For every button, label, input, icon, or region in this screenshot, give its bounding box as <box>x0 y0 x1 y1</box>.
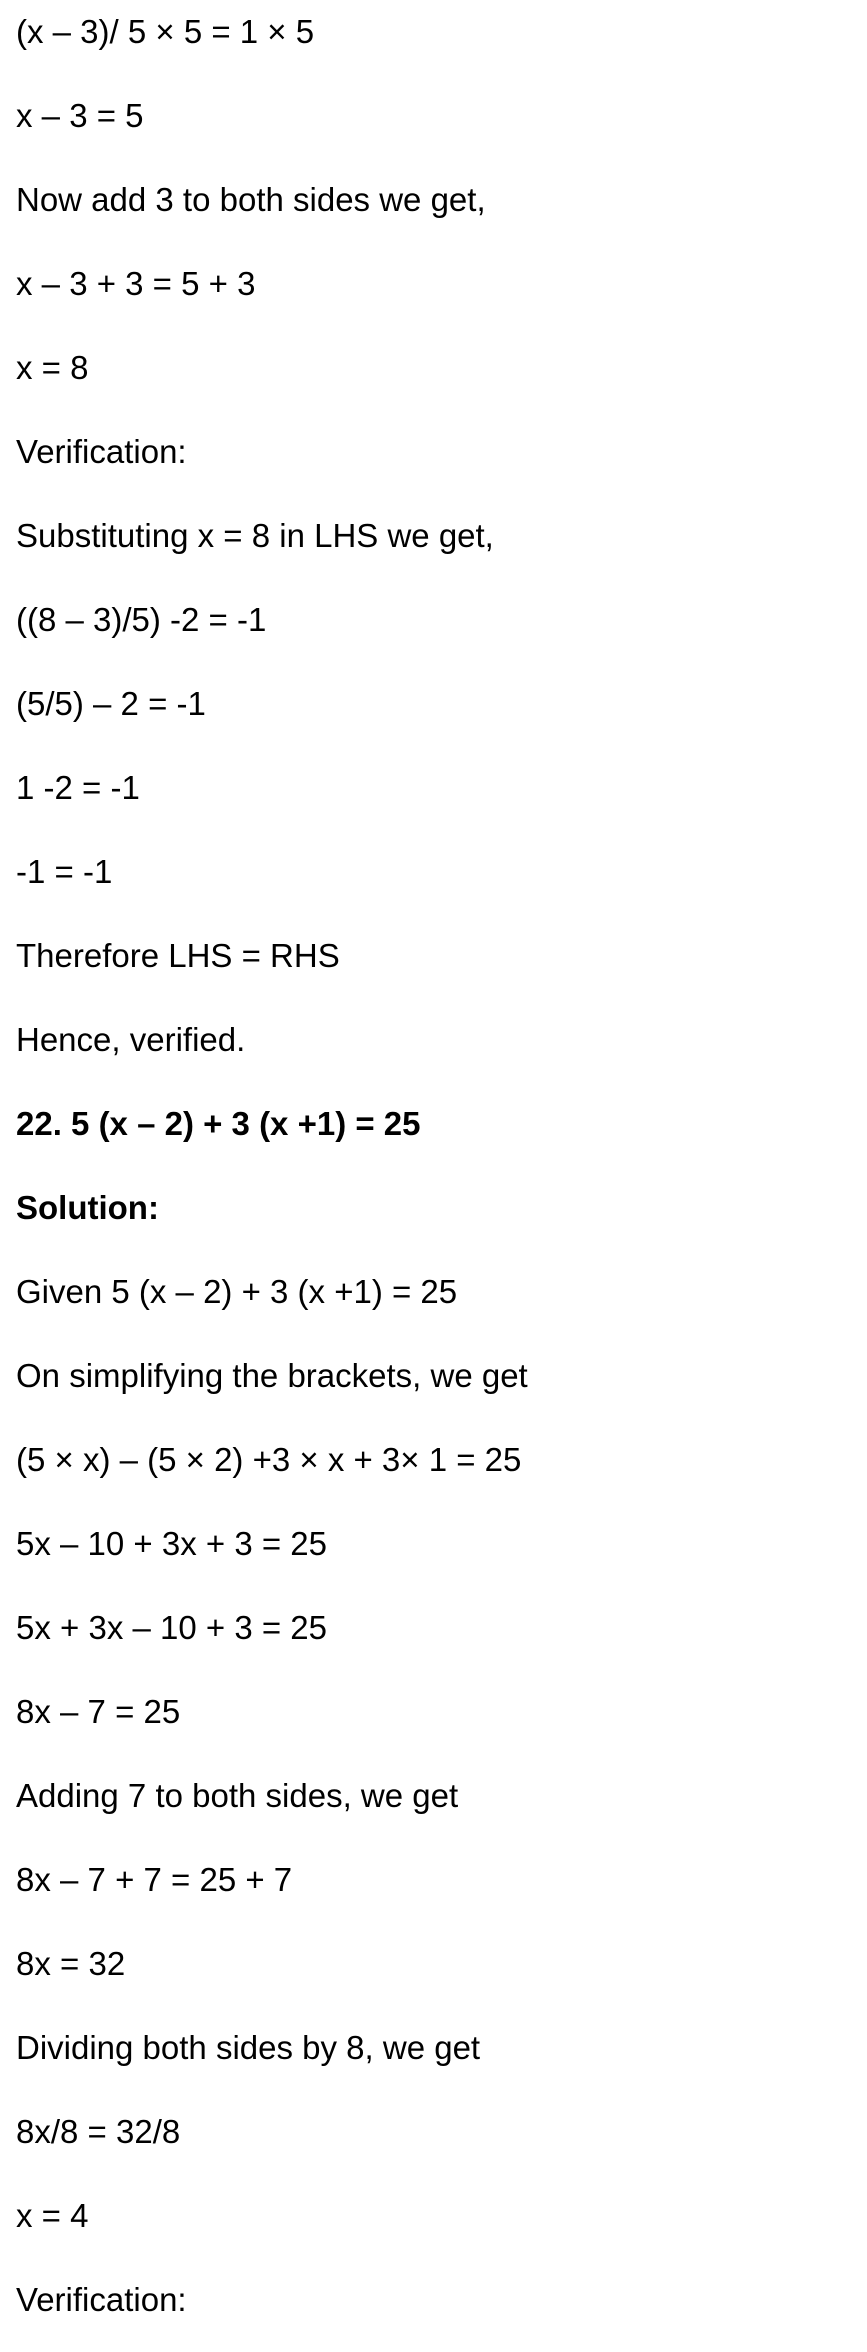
explanation-line: Adding 7 to both sides, we get <box>16 1777 459 1814</box>
equation-line: -1 = -1 <box>16 853 113 890</box>
verification-label: Verification: <box>16 433 187 470</box>
explanation-line: Substituting x = 8 in LHS we get, <box>16 517 494 554</box>
equation-line: (x – 3)/ 5 × 5 = 1 × 5 <box>16 13 315 50</box>
explanation-line: Dividing both sides by 8, we get <box>16 2029 481 2066</box>
equation-line: 5x – 10 + 3x + 3 = 25 <box>16 1525 327 1562</box>
explanation-line: On simplifying the brackets, we get <box>16 1357 528 1394</box>
equation-line: 5x + 3x – 10 + 3 = 25 <box>16 1609 327 1646</box>
equation-line: 8x/8 = 32/8 <box>16 2113 181 2150</box>
verification-label: Verification: <box>16 2281 187 2318</box>
equation-line: x – 3 + 3 = 5 + 3 <box>16 265 256 302</box>
equation-line: 8x – 7 + 7 = 25 + 7 <box>16 1861 293 1898</box>
conclusion-line: Therefore LHS = RHS <box>16 937 340 974</box>
explanation-line: Given 5 (x – 2) + 3 (x +1) = 25 <box>16 1273 458 1310</box>
conclusion-line: Hence, verified. <box>16 1021 246 1058</box>
equation-line: (5 × x) – (5 × 2) +3 × x + 3× 1 = 25 <box>16 1441 522 1478</box>
equation-line: 1 -2 = -1 <box>16 769 140 806</box>
equation-line: 8x = 32 <box>16 1945 126 1982</box>
equation-line: 8x – 7 = 25 <box>16 1693 181 1730</box>
equation-line: x = 8 <box>16 349 89 386</box>
question-heading: 22. 5 (x – 2) + 3 (x +1) = 25 <box>16 1105 421 1142</box>
document-body <box>16 0 856 2352</box>
equation-line: ((8 – 3)/5) -2 = -1 <box>16 601 267 638</box>
equation-line: x – 3 = 5 <box>16 97 144 134</box>
solution-label: Solution: <box>16 1189 159 1226</box>
explanation-line: Now add 3 to both sides we get, <box>16 181 486 218</box>
equation-line: (5/5) – 2 = -1 <box>16 685 206 722</box>
equation-line: x = 4 <box>16 2197 89 2234</box>
